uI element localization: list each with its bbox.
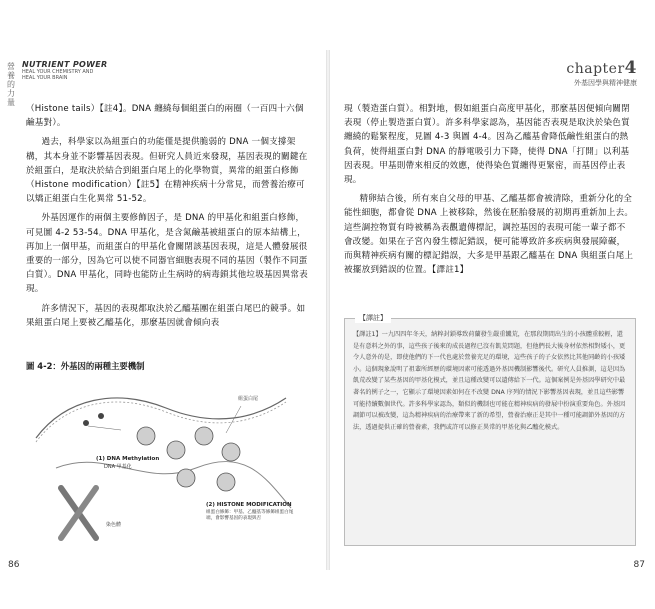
paragraph: 過去，科學家以為組蛋白的功能僅是提供脆弱的 DNA 一個支撐架構，其本身並不影響基因表現。但研究人員近來發現，基因表現的關鍵在於組蛋白，是取決於結合到組蛋白尾上的化學物質，異常的組蛋白修飾（Histone modification）【註5】在精神疾病十分常見，而營養治療可以矯正組蛋白生化異常 51-52。: [26, 137, 308, 205]
chapter-header: [566, 58, 637, 88]
methyl-tag: [83, 420, 89, 426]
side-tab: [4, 62, 18, 107]
label-dna-methylation: (1) DNA Methylation: [96, 456, 160, 462]
label-histone-modification: (2) HISTONE MODIFICATION: [206, 502, 292, 508]
paragraph: 現（製造蛋白質）。相對地，假如組蛋白高度甲基化，那麼基因便傾向關閉表現（停止製造蛋白質）。許多科學家認為，基因能否表現是取決於染色質纏繞的鬆緊程度，見圖 4-3 與圖 4-4。因為乙醯基會降低鹼性組蛋白的熱負荷，使得組蛋白對 DNA 的靜電吸引力下降，使得 DNA「打開」以利基因表現。甲基則帶來相反的效應，使得染色質纏得更緊密，而基因停止表現。: [344, 104, 630, 186]
translator-note-box: [344, 314, 636, 546]
chromosome-icon: [61, 488, 96, 538]
chapter-number: 4: [624, 58, 637, 78]
label-dna-methylation-zh: DNA 甲基化: [104, 464, 132, 470]
chapter-subtitle: 外基因學與精神健康: [574, 79, 637, 87]
nucleosome: [217, 473, 235, 491]
book-spread: [4, 50, 651, 570]
epigenetics-figure: [26, 378, 306, 550]
right-page: [330, 50, 651, 570]
nucleosome: [222, 443, 240, 461]
nucleosome: [195, 427, 213, 445]
brand-subtitle-2: HEAL YOUR BRAIN: [22, 75, 68, 81]
nucleosome: [177, 469, 195, 487]
brand-title: NUTRIENT POWER: [22, 60, 108, 69]
label-chromosome: 染色體: [106, 522, 122, 528]
page-number-right: 87: [633, 560, 645, 570]
side-tab-char: 營: [7, 62, 15, 71]
paragraph: 許多情況下，基因的表現都取決於乙醯基團在組蛋白尾巴的競爭。如果組蛋白尾上要被乙醯基化，那麼基因就會傾向表: [26, 303, 306, 328]
note-label: 【譯註】: [355, 313, 391, 323]
figure-caption: 圖 4-2：外基因的兩種主要機制: [26, 361, 145, 371]
side-tab-char: 養: [7, 71, 15, 80]
nucleosome: [167, 441, 185, 459]
nucleosome: [137, 427, 155, 445]
left-page: [4, 50, 326, 570]
chapter-label: [566, 58, 637, 78]
paragraph: 外基因運作的兩個主要修飾因子，是 DNA 的甲基化和組蛋白修飾，可見圖 4-2 53-54。DNA 甲基化，是含氮鹼基被組蛋白的原本結構上，再加上一個甲基，而組蛋白的甲基化會關閉該基因表現，這是人體發展很重要的一部分，因為它可以使不同器官細胞表現不同的基因（製作不同蛋白質）。DNA 甲基化，同時也能防止生病時的病毒鎖其他垃圾基因異常表現。: [26, 213, 308, 295]
methyl-tag: [98, 413, 104, 419]
right-body: [344, 102, 634, 282]
leader-line: [88, 426, 121, 430]
brand-subtitle-1: HEAL YOUR CHEMISTRY AND: [22, 69, 94, 75]
running-header-left: [22, 60, 142, 81]
side-tab-char: 的: [7, 80, 15, 89]
paragraph: （Histone tails）【註4】。DNA 纏繞每個組蛋白的兩圈（一百四十六個鹼基對）。: [26, 104, 304, 129]
note-text: 【譯註1】一九四四年冬天，納粹封鎖導致荷蘭發生嚴重饑荒，在那段期間出生的小孩體重較輕，還是有意料之外的事，這些孩子後來的成長過程已沒有飢荒問題，但他們長大後身材依然相對矮小，更令人意外的是，即使他們的下一代也處於營養充足的環境，這些孩子的子女依然比其他同齡的小孩矮小。這個現象說明了祖輩所經歷的環境因素可能透過外基因機制影響後代。研究人員推測，這是因為飢荒改變了某些基因的甲基化模式，並且這種改變可以遺傳給下一代。這個案例是外基因學研究中最著名的例子之一，它顯示了環境因素如何在不改變 DNA 序列的情況下影響基因表現，並且這些影響可能持續數個世代。許多科學家認為，類似的機制也可能在精神疾病的發展中扮演重要角色。外基因調節可以被改變，這為精神疾病的治療帶來了新的希望，營養治療正是其中一種可能調節外基因的方法，透過提供正確的營養素，我們或許可以修正異常的甲基化與乙醯化模式。: [353, 331, 626, 431]
label-histone-tail: 組蛋白尾: [238, 396, 259, 402]
chromatin-strand: [36, 398, 286, 438]
leader-line: [226, 406, 241, 433]
dna-helix: [36, 402, 286, 442]
left-body: [26, 102, 310, 335]
side-tab-char: 量: [7, 98, 15, 107]
label-histone-zh: 組蛋白修飾：甲基、乙醯基等修飾組蛋白尾端，會影響基因的表現與否: [206, 510, 294, 521]
figure-illustration: [26, 378, 306, 550]
chapter-word: chapter: [566, 61, 625, 77]
side-tab-char: 力: [7, 89, 15, 98]
page-number-left: 86: [8, 560, 20, 570]
paragraph: 精卵結合後，所有來自父母的甲基、乙醯基都會被清除，重新分化的全能性細胞，都會從 DNA 上被移除，然後在胚胎發展的初期再重新加上去。這些調控物質有時被稱為表觀遺傳標記，調控基因的表現可能一輩子都不會改變。如果在子宮內發生標記錯誤，便可能導致許多疾病與發展障礙，而與精神疾病有關的標記錯誤，大多是甲基跟乙醯基在 DNA 與組蛋白尾上被擺放到錯誤的位置。【譯註1】: [344, 194, 634, 276]
